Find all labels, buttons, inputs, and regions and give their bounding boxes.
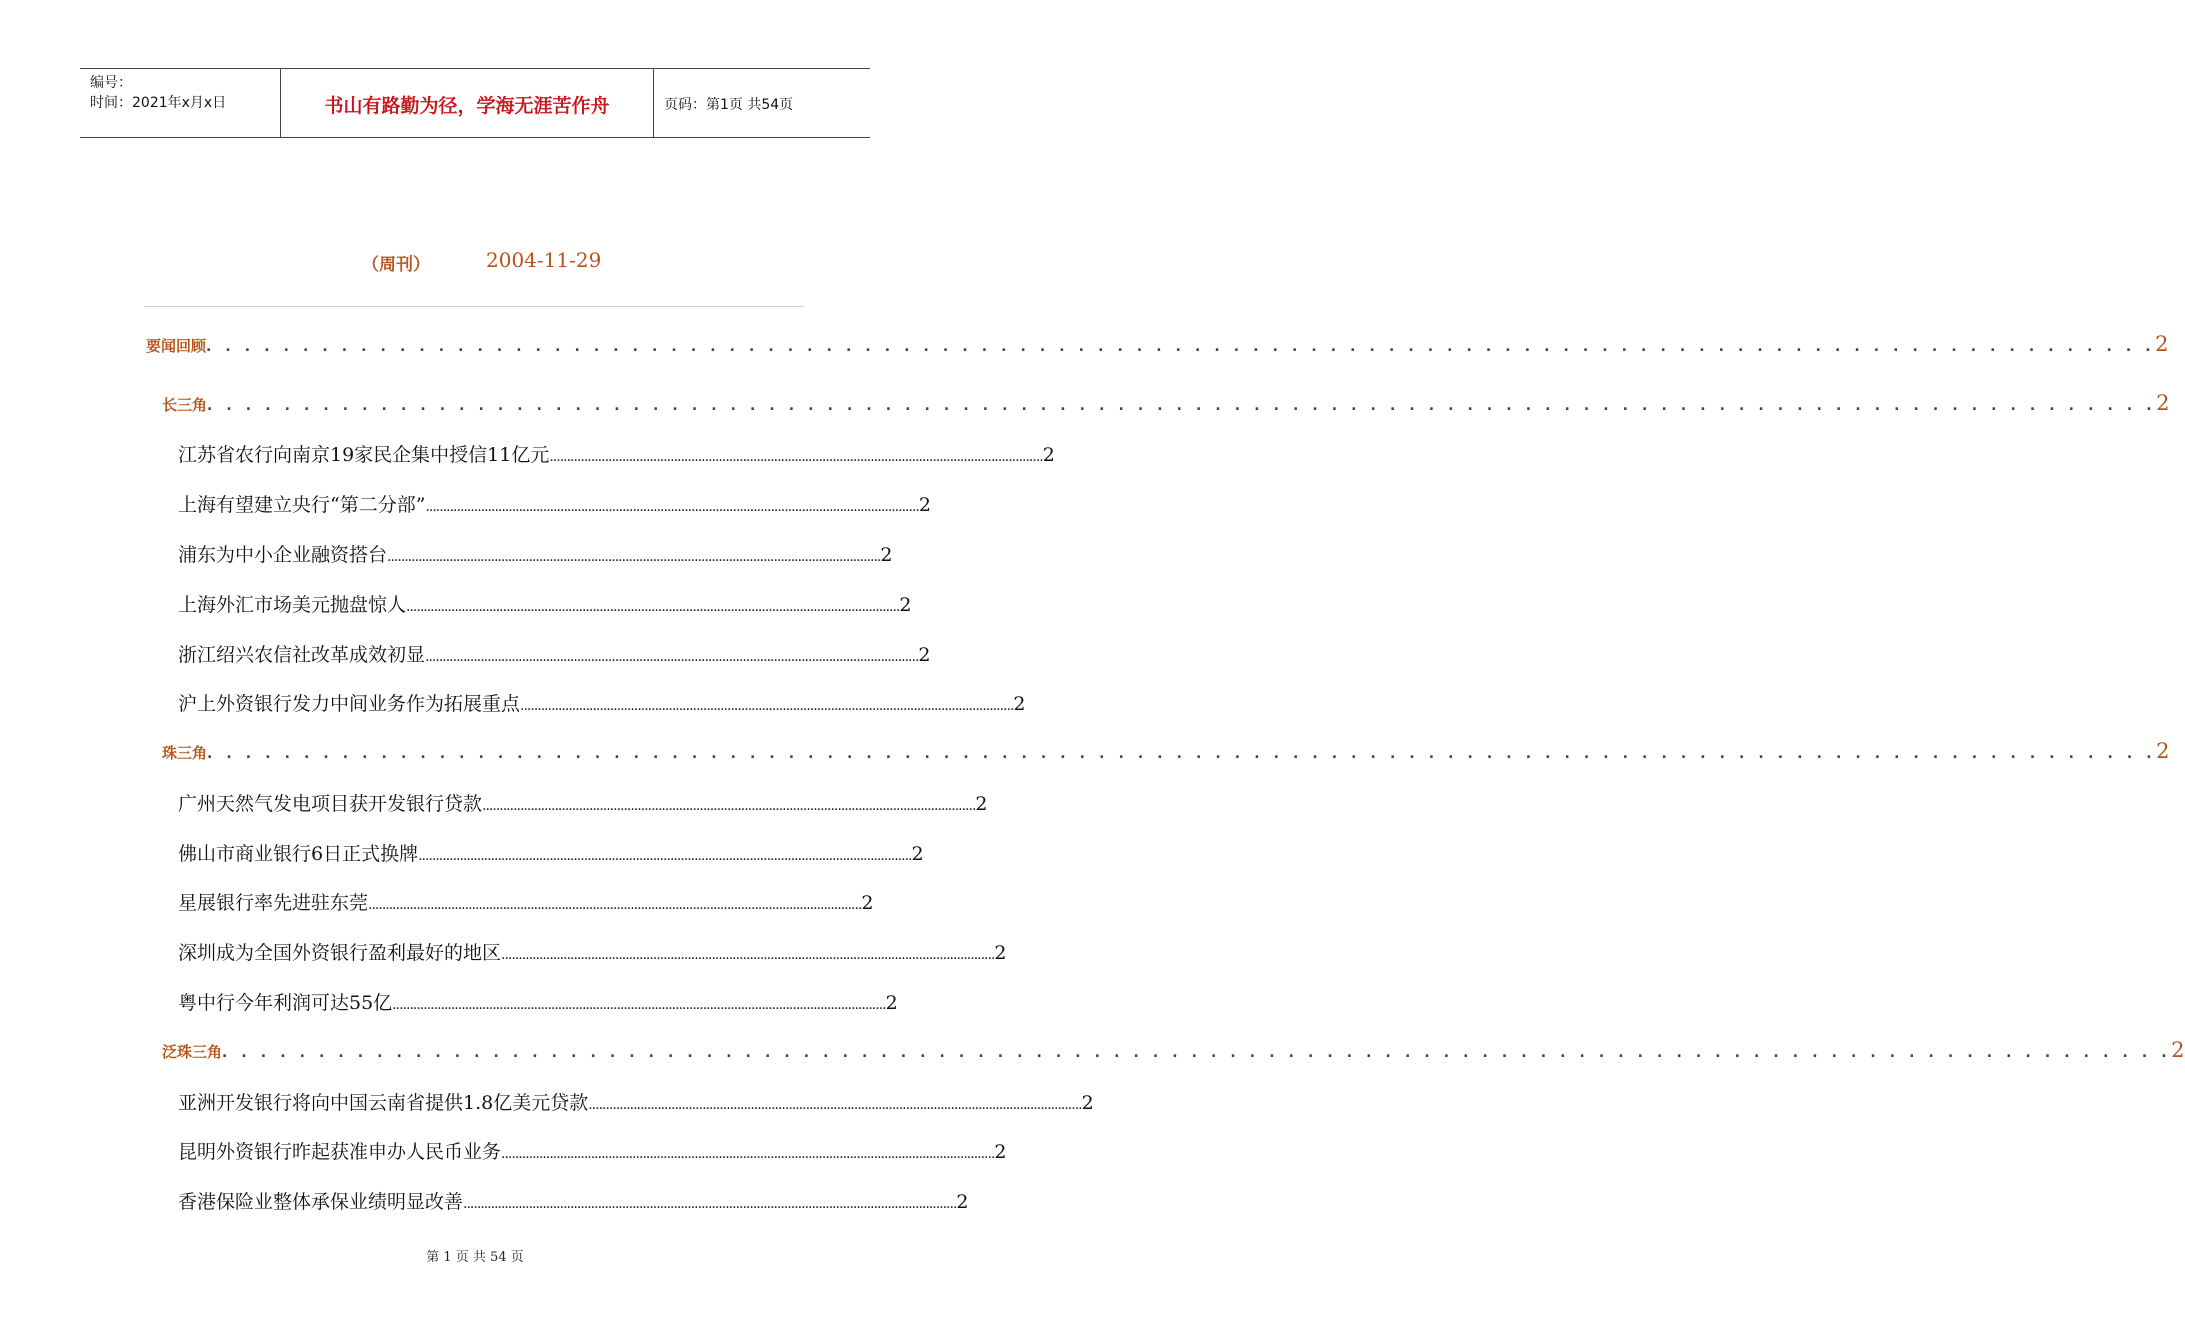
toc-item[interactable] [178,689,1026,716]
toc-item[interactable] [178,440,1055,467]
page-header [80,68,870,138]
toc-section-pan-pearl-delta[interactable] [162,1038,2185,1062]
toc-page-number: 2 [2155,332,2169,356]
divider [144,306,804,307]
toc-leader: ............................................................................................................................................... [406,599,900,615]
toc-item[interactable] [178,789,988,816]
header-motto-cell [281,69,654,137]
toc-leader: . . . . . . . . . . . . . . . . . . . . . . . . . . . . . . . . . . . . . . . . . . . . . . . . . . . . . . . . . . . . . . . . . . . . . . . . . . . . . . . . . . . . . . . . . . . . . . . . . . . . . [222,1045,2172,1061]
toc-page-number: 2 [911,843,924,865]
toc-label: 星展银行率先进驻东莞 [178,892,369,914]
toc-page-number: 2 [1081,1092,1094,1114]
toc-leader: . . . . . . . . . . . . . . . . . . . . . . . . . . . . . . . . . . . . . . . . . . . . . . . . . . . . . . . . . . . . . . . . . . . . . . . . . . . . . . . . . . . . . . . . . . . . . . . . . . . . . [207,746,2157,762]
toc-page-number: 2 [880,544,893,566]
toc-item[interactable] [178,640,931,667]
toc-label: 上海有望建立央行“第二分部” [178,494,426,516]
toc-section-yangtze-delta[interactable] [162,391,2170,415]
toc-leader: ............................................................................................................................................... [501,947,995,963]
toc-label: 昆明外资银行昨起获准申办人民币业务 [178,1141,502,1163]
toc-leader: ............................................................................................................................................... [501,1146,995,1162]
toc-page-number: 2 [899,594,912,616]
toc-label: 江苏省农行向南京19家民企集中授信11亿元 [178,444,550,466]
toc-page-number: 2 [994,942,1007,964]
toc-label: 佛山市商业银行6日正式换牌 [178,843,419,865]
header-page-cell [654,69,870,137]
publication-date: 2004-11-29 [486,248,602,272]
toc-leader: . . . . . . . . . . . . . . . . . . . . . . . . . . . . . . . . . . . . . . . . . . . . . . . . . . . . . . . . . . . . . . . . . . . . . . . . . . . . . . . . . . . . . . . . . . . . . . . . . . . . . [207,398,2157,414]
toc-page-number: 2 [885,992,898,1014]
toc-leader: ............................................................................................................................................... [387,549,881,565]
toc-item[interactable] [178,540,893,567]
toc-label: 要闻回顾 [146,337,207,355]
toc-leader: ............................................................................................................................................... [549,449,1043,465]
toc-item[interactable] [178,988,898,1015]
toc-label: 珠三角 [162,744,208,762]
toc-label: 沪上外资银行发力中间业务作为拓展重点 [178,693,521,715]
toc-page-number: 2 [2156,739,2170,763]
toc-leader: ............................................................................................................................................... [520,698,1014,714]
toc-item[interactable] [178,1187,969,1214]
toc-label: 泛珠三角 [162,1043,223,1061]
publication-tag: （周刊） [362,255,430,275]
toc-page-number: 2 [2171,1038,2185,1062]
toc-page-number: 2 [861,892,874,914]
toc-item[interactable] [178,590,912,617]
toc-leader: ............................................................................................................................................... [392,997,886,1013]
toc-section-pearl-delta[interactable] [162,739,2170,763]
toc-label: 深圳成为全国外资银行盈利最好的地区 [178,942,502,964]
header-info-cell [80,69,281,137]
toc-leader: ............................................................................................................................................... [588,1097,1082,1113]
toc-page-number: 2 [994,1141,1007,1163]
toc-leader: ............................................................................................................................................... [482,798,976,814]
toc-item[interactable] [178,490,931,517]
toc-leader: ............................................................................................................................................... [418,848,912,864]
toc-label: 亚洲开发银行将向中国云南省提供1.8亿美元贷款 [178,1092,589,1114]
toc-page-number: 2 [975,793,988,815]
toc-page-number: 2 [2156,391,2170,415]
toc-leader: . . . . . . . . . . . . . . . . . . . . . . . . . . . . . . . . . . . . . . . . . . . . . . . . . . . . . . . . . . . . . . . . . . . . . . . . . . . . . . . . . . . . . . . . . . . . . . . . . . . . . [206,339,2156,355]
toc-label: 浙江绍兴农信社改革成效初显 [178,644,426,666]
toc-label: 粤中行今年利润可达55亿 [178,992,393,1014]
toc-item[interactable] [178,1088,1094,1115]
page-info: 页码：第1页 共54页 [664,97,794,113]
time-label: 时间：2021年x月x日 [90,95,227,111]
toc-item[interactable] [178,839,924,866]
motto: 书山有路勤为径，学海无涯苦作舟 [324,95,610,117]
toc-leader: ............................................................................................................................................... [368,897,862,913]
toc-label: 浦东为中小企业融资搭台 [178,544,388,566]
number-label: 编号： [90,75,132,91]
toc-leader: ............................................................................................................................................... [425,499,919,515]
toc-item[interactable] [178,888,874,915]
toc-label: 广州天然气发电项目获开发银行贷款 [178,793,483,815]
toc-leader: ............................................................................................................................................... [463,1196,957,1212]
toc-item[interactable] [178,1137,1007,1164]
toc-page-number: 2 [956,1191,969,1213]
toc-label: 香港保险业整体承保业绩明显改善 [178,1191,464,1213]
toc-page-number: 2 [918,494,931,516]
toc-page-number: 2 [1013,693,1026,715]
toc-label: 长三角 [162,396,208,414]
toc-section-news-review[interactable] [146,332,2169,356]
toc-label: 上海外汇市场美元抛盘惊人 [178,594,407,616]
document-title [0,248,950,278]
toc-page-number: 2 [1042,444,1055,466]
toc-page-number: 2 [918,644,931,666]
page-footer: 第 1 页 共 54 页 [426,1250,524,1265]
toc-leader: ............................................................................................................................................... [425,649,919,665]
toc-item[interactable] [178,938,1007,965]
